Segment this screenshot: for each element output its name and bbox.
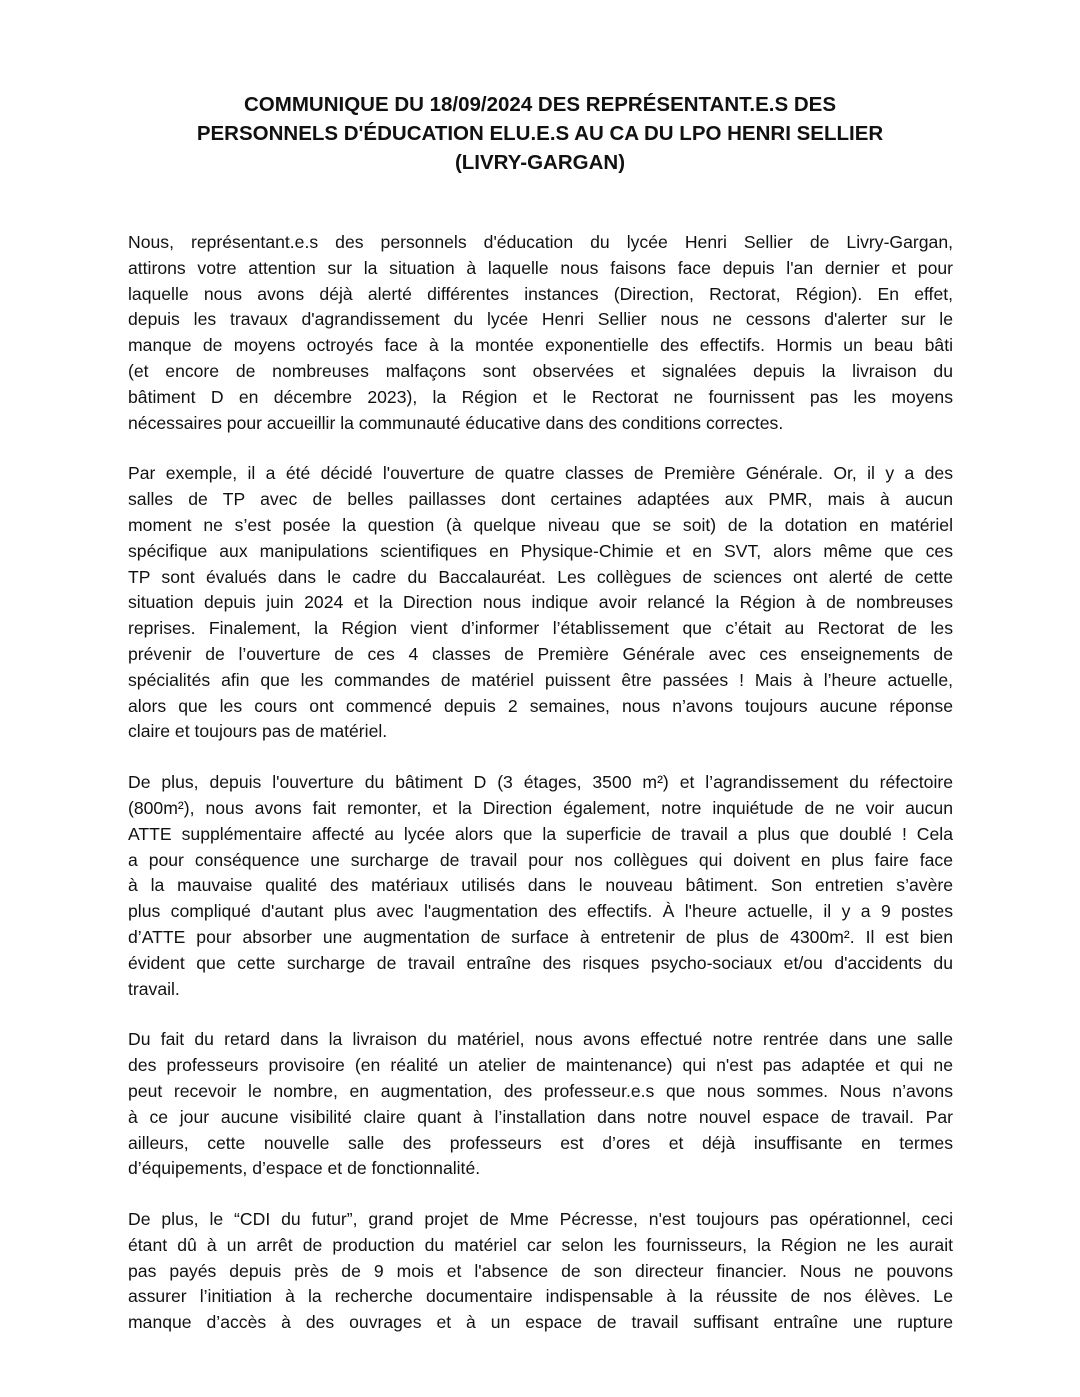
paragraph-line: peut recevoir le nombre, en augmentation, des professeur.e.s que nous sommes. Nous n’avons [128,1080,953,1101]
paragraph-line: moment ne s’est posée la question (à quelque niveau que se soit) de la dotation en matériel [128,514,953,535]
paragraph-line: alors que les cours ont commencé depuis 2 semaines, nous n’avons toujours aucune réponse [128,695,953,716]
paragraph-line: plus compliqué d'autant plus avec l'augmentation des effectifs. À l'heure actuelle, il y a 9 postes [128,901,953,922]
paragraph-line: travail. [128,978,180,999]
paragraph-line: prévenir de l’ouverture de ces 4 classes de Première Générale avec ces enseignements de [128,643,953,664]
body-paragraph [128,770,953,1002]
paragraph-line: Par exemple, il a été décidé l'ouverture de quatre classes de Première Générale. Or, il y a des [128,463,953,484]
title-line: PERSONNELS D'ÉDUCATION ELU.E.S AU CA DU LPO HENRI SELLIER [196,122,884,145]
paragraph-line: a pour conséquence une surcharge de travail pour nos collègues qui doivent en plus faire face [128,849,953,870]
paragraph-line: TP sont évalués dans le cadre du Baccalauréat. Les collègues de sciences ont alerté de cette [128,566,953,587]
paragraph-line: ATTE supplémentaire affecté au lycée alors que la superficie de travail a plus que doublé ! Cela [128,823,953,844]
paragraph-line: (800m²), nous avons fait remonter, et la Direction également, notre inquiétude de ne voir aucun [128,797,953,818]
paragraph-line: claire et toujours pas de matériel. [128,721,388,742]
paragraph-line: spécialités afin que les commandes de matériel puissent être passées ! Mais à l’heure actuelle, [128,669,953,690]
paragraph-line: attirons votre attention sur la situation à laquelle nous faisons face depuis l'an dernier et pour [128,257,953,278]
paragraph-line: salles de TP avec de belles paillasses dont certaines adaptées aux PMR, mais à aucun [128,489,953,510]
paragraph-line: Du fait du retard dans la livraison du matériel, nous avons effectué notre rentrée dans une salle [128,1029,953,1050]
paragraph-line: De plus, le “CDI du futur”, grand projet de Mme Pécresse, n'est toujours pas opérationnel, ceci [128,1209,953,1230]
paragraph-line: Nous, représentant.e.s des personnels d'éducation du lycée Henri Sellier de Livry-Gargan, [128,232,953,252]
body-paragraph [128,1207,953,1336]
paragraph-line: à ce jour aucune visibilité claire quant à l’installation dans notre nouvel espace de travail. Par [128,1106,953,1127]
paragraph-line: ailleurs, cette nouvelle salle des professeurs est d’ores et déjà insuffisante en termes [128,1132,953,1153]
paragraph-line: à la mauvaise qualité des matériaux utilisés dans le nouveau bâtiment. Son entretien s’avère [128,875,953,896]
paragraph-line: étant dû à un arrêt de production du matériel car selon les fournisseurs, la Région ne les aurait [128,1234,953,1255]
paragraph-line: nécessaires pour accueillir la communauté éducative dans des conditions correctes. [128,412,784,433]
paragraph-line: manque d’accès à des ouvrages et à un espace de travail suffisant entraîne une rupture [128,1312,953,1333]
paragraph-line: spécifique aux manipulations scientifiques en Physique-Chimie et en SVT, alors même que ces [128,540,953,561]
body-paragraph [128,230,953,436]
document-title [128,90,952,177]
paragraph-line: manque de moyens octroyés face à la montée exponentielle des effectifs. Hormis un beau bâti [128,335,953,356]
paragraph-line: depuis les travaux d'agrandissement du lycée Henri Sellier nous ne cessons d'alerter sur le [128,309,953,330]
document-body [128,230,953,1361]
paragraph-line: De plus, depuis l'ouverture du bâtiment D (3 étages, 3500 m²) et l’agrandissement du réfectoire [128,772,953,793]
paragraph-line: laquelle nous avons déjà alerté différentes instances (Direction, Rectorat, Région). En effet, [128,283,953,304]
paragraph-line: pas payés depuis près de 9 mois et l'absence de son directeur financier. Nous ne pouvons [128,1260,953,1281]
paragraph-line: bâtiment D en décembre 2023), la Région et le Rectorat ne fournissent pas les moyens [128,386,953,407]
title-line: COMMUNIQUE DU 18/09/2024 DES REPRÉSENTANT.E.S DES [244,93,836,116]
paragraph-line: situation depuis juin 2024 et la Direction nous indique avoir relancé la Région à de nombreuses [128,592,953,613]
paragraph-line: des professeurs provisoire (en réalité un atelier de maintenance) qui n'est pas adaptée et qui ne [128,1055,953,1076]
paragraph-line: (et encore de nombreuses malfaçons sont observées et signalées depuis la livraison du [128,360,953,381]
paragraph-line: évident que cette surcharge de travail entraîne des risques psycho-sociaux et/ou d'accidents du [128,952,953,973]
title-line: (LIVRY-GARGAN) [454,151,626,174]
paragraph-line: d’équipements, d’espace et de fonctionnalité. [128,1158,481,1179]
paragraph-line: d’ATTE pour absorber une augmentation de surface à entretenir de plus de 4300m². Il est bien [128,926,953,947]
paragraph-line: assurer l’initiation à la recherche documentaire indispensable à la réussite de nos élèves. Le [128,1286,953,1307]
paragraph-line: reprises. Finalement, la Région vient d’informer l’établissement que c’était au Rectorat de les [128,618,953,639]
body-paragraph [128,1027,953,1182]
body-paragraph [128,461,953,745]
